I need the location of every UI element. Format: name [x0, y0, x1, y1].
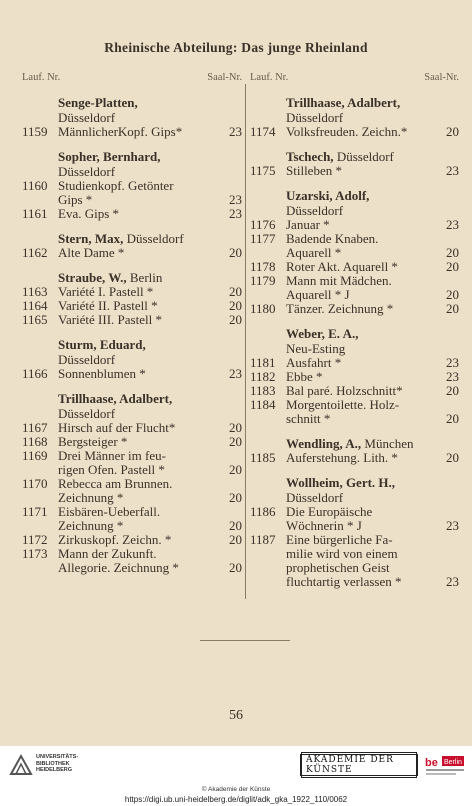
catalog-entry: [250, 164, 459, 178]
room-number: 23: [446, 217, 459, 232]
artist-name: Sturm, Eduard,: [58, 337, 146, 352]
catalog-entry: [250, 260, 459, 274]
entry-number: 1184: [250, 397, 276, 412]
catalog-entry: [250, 356, 459, 370]
artist-place: Düsseldorf: [286, 490, 344, 505]
entry-title: Alte Dame *: [58, 245, 125, 260]
entry-number: 1160: [22, 178, 48, 193]
room-number: 20: [229, 532, 242, 547]
room-number: 20: [446, 124, 459, 139]
running-title: Rheinische Abteilung: Das junge Rheinland: [104, 40, 368, 55]
room-number: 23: [446, 518, 459, 533]
artist-city: Düsseldorf: [123, 231, 184, 246]
entry-number: 1185: [250, 450, 276, 465]
catalog-entry: [22, 449, 242, 477]
entry-number: 1169: [22, 448, 48, 463]
catalog-entry: [250, 505, 459, 533]
entry-number: 1172: [22, 532, 48, 547]
page-number: 56: [229, 708, 243, 723]
entry-title: Zirkuskopf. Zeichn. *: [58, 532, 172, 547]
left-column: [22, 72, 242, 575]
entry-number: 1167: [22, 420, 48, 435]
catalog-entry: [22, 299, 242, 313]
room-number: 20: [229, 312, 242, 327]
catalog-entry: [250, 384, 459, 398]
artist-entry: [250, 436, 459, 451]
room-number: 20: [229, 490, 242, 505]
entry-title: Januar *: [286, 217, 330, 232]
artist-name: Sopher, Bernhard,: [58, 149, 161, 164]
entry-number: 1159: [22, 124, 48, 139]
catalog-entry: [22, 246, 242, 260]
artist-place: Düsseldorf: [58, 406, 116, 421]
artist-entry: [22, 337, 242, 367]
artist-name: Stern, Max, Düsseldorf: [58, 231, 184, 246]
artist-city: München: [361, 436, 414, 451]
entry-title: Stilleben *: [286, 163, 342, 178]
artist-place: Düsseldorf: [58, 352, 116, 367]
berlin-label: Berlin: [444, 759, 462, 766]
svg-text:be: be: [425, 757, 438, 769]
entry-number: 1173: [22, 546, 48, 561]
artist-city: Düsseldorf: [333, 149, 394, 164]
entry-title: Rebecca am Brunnen. Zeichnung *: [58, 476, 173, 505]
room-number: 23: [446, 369, 459, 384]
entry-number: 1175: [250, 163, 276, 178]
entry-number: 1179: [250, 273, 276, 288]
berlin-logo[interactable]: [424, 754, 466, 778]
room-number: 23: [446, 163, 459, 178]
entry-title: Auferstehung. Lith. *: [286, 450, 398, 465]
catalog-entry: [250, 232, 459, 260]
catalog-entry: [22, 285, 242, 299]
col-label-room: Saal-Nr.: [424, 72, 459, 83]
room-number: 20: [229, 284, 242, 299]
entry-number: 1171: [22, 504, 48, 519]
artist-list-right: [250, 95, 459, 589]
catalog-entry: [22, 421, 242, 435]
entry-number: 1180: [250, 301, 276, 316]
artist-entry: [250, 326, 459, 356]
room-number: 23: [229, 366, 242, 381]
artist-entry: [22, 270, 242, 285]
room-number: 20: [229, 560, 242, 575]
viewer-footer: [0, 746, 472, 784]
room-number: 23: [446, 355, 459, 370]
artist-place: Neu-Esting: [286, 341, 346, 356]
akademie-logo[interactable]: [300, 754, 418, 776]
entry-title: Variété I. Pastell *: [58, 284, 154, 299]
artist-place: Düsseldorf: [286, 110, 344, 125]
university-library-logo[interactable]: [8, 752, 34, 778]
right-column: [250, 72, 459, 589]
entry-title: Morgentoilette. Holz- schnitt *: [286, 397, 400, 426]
entry-title: Hirsch auf der Flucht*: [58, 420, 176, 435]
room-number: 23: [229, 124, 242, 139]
entry-title: Mann mit Mädchen. Aquarell * J: [286, 273, 392, 302]
artist-entry: [250, 95, 459, 125]
entry-number: 1168: [22, 434, 48, 449]
entry-title: MännlicherKopf. Gips*: [58, 124, 183, 139]
catalog-entry: [22, 505, 242, 533]
room-number: 20: [446, 245, 459, 260]
artist-name: Weber, E. A.,: [286, 326, 359, 341]
room-number: 20: [229, 434, 242, 449]
artist-name: Tschech, Düsseldorf: [286, 149, 394, 164]
room-number: 20: [446, 259, 459, 274]
artist-entry: [250, 475, 459, 505]
entry-number: 1162: [22, 245, 48, 260]
catalog-entry: [250, 274, 459, 302]
entry-number: 1170: [22, 476, 48, 491]
entry-title: Ausfahrt *: [286, 355, 342, 370]
entry-number: 1163: [22, 284, 48, 299]
entry-title: Tänzer. Zeichnung *: [286, 301, 394, 316]
entry-number: 1183: [250, 383, 276, 398]
catalog-entry: [22, 179, 242, 207]
copyright-notice: © Akademie der Künste: [201, 786, 271, 793]
artist-place: Düsseldorf: [286, 203, 344, 218]
catalog-entry: [22, 313, 242, 327]
source-url[interactable]: https://digi.ub.uni-heidelberg.de/diglit/adk_gka_1922_110/0062: [124, 795, 348, 804]
catalog-entry: [250, 451, 459, 465]
artist-entry: [22, 231, 242, 246]
col-label-room: Saal-Nr.: [207, 72, 242, 83]
room-number: 20: [446, 287, 459, 302]
artist-name: Trillhaase, Adalbert,: [58, 391, 173, 406]
entry-number: 1164: [22, 298, 48, 313]
room-number: 20: [446, 450, 459, 465]
artist-entry: [250, 188, 459, 218]
room-number: 23: [229, 192, 242, 207]
artist-entry: [22, 95, 242, 125]
akademie-label: AKADEMIE DER KÜNSTE: [301, 752, 417, 778]
room-number: 20: [229, 298, 242, 313]
entry-title: Roter Akt. Aquarell *: [286, 259, 398, 274]
entry-title: Variété III. Pastell *: [58, 312, 162, 327]
room-number: 20: [446, 383, 459, 398]
room-number: 20: [446, 301, 459, 316]
catalog-entry: [22, 207, 242, 221]
entry-number: 1181: [250, 355, 276, 370]
artist-entry: [250, 149, 459, 164]
entry-title: Drei Männer im feu- rigen Ofen. Pastell *: [58, 448, 166, 477]
column-header: [250, 72, 459, 92]
catalog-entry: [250, 218, 459, 232]
catalog-entry: [250, 398, 459, 426]
artist-entry: [22, 391, 242, 421]
end-rule: [200, 640, 290, 641]
room-number: 20: [229, 245, 242, 260]
catalog-entry: [22, 125, 242, 139]
artist-name: Wendling, A., München: [286, 436, 414, 451]
column-header: [22, 72, 242, 92]
room-number: 23: [446, 574, 459, 589]
entry-title: Ebbe *: [286, 369, 323, 384]
artist-place: Düsseldorf: [58, 110, 116, 125]
entry-title: Eva. Gips *: [58, 206, 120, 221]
entry-title: Bal paré. Holzschnitt*: [286, 383, 403, 398]
artist-name: Uzarski, Adolf,: [286, 188, 370, 203]
artist-list-left: [22, 95, 242, 575]
entry-title: Studienkopf. Getönter Gips *: [58, 178, 174, 207]
entry-title: Sonnenblumen *: [58, 366, 146, 381]
catalog-entry: [22, 547, 242, 575]
room-number: 23: [229, 206, 242, 221]
artist-city: Berlin: [126, 270, 163, 285]
entry-number: 1186: [250, 504, 276, 519]
entry-title: Eisbären-Ueberfall. Zeichnung *: [58, 504, 161, 533]
room-number: 20: [229, 420, 242, 435]
column-divider: [245, 84, 246, 599]
catalog-entry: [250, 125, 459, 139]
catalog-entry: [22, 477, 242, 505]
entry-title: Mann der Zukunft. Allegorie. Zeichnung *: [58, 546, 179, 575]
artist-name: Straube, W., Berlin: [58, 270, 163, 285]
library-name: UNIVERSITÄTS- BIBLIOTHEK HEIDELBERG: [36, 754, 79, 773]
entry-number: 1165: [22, 312, 48, 327]
entry-number: 1178: [250, 259, 276, 274]
entry-title: Die Europäische Wöchnerin * J: [286, 504, 373, 533]
col-label-number: Lauf. Nr.: [22, 72, 61, 83]
catalog-entry: [22, 435, 242, 449]
entry-title: Bergsteiger *: [58, 434, 128, 449]
entry-number: 1177: [250, 231, 276, 246]
catalog-entry: [250, 370, 459, 384]
catalog-entry: [250, 533, 459, 589]
entry-number: 1176: [250, 217, 276, 232]
entry-number: 1174: [250, 124, 276, 139]
artist-name: Trillhaase, Adalbert,: [286, 95, 401, 110]
room-number: 20: [229, 518, 242, 533]
artist-name: Wollheim, Gert. H.,: [286, 475, 396, 490]
room-number: 20: [229, 462, 242, 477]
catalog-entry: [22, 367, 242, 381]
entry-number: 1161: [22, 206, 48, 221]
entry-title: Eine bürgerliche Fa- milie wird von einem prophetischen Geist fluchtartig verlassen *: [286, 532, 402, 589]
artist-place: Düsseldorf: [58, 164, 116, 179]
entry-number: 1187: [250, 532, 276, 547]
entry-number: 1182: [250, 369, 276, 384]
entry-title: Badende Knaben. Aquarell *: [286, 231, 379, 260]
artist-entry: [22, 149, 242, 179]
entry-title: Variété II. Pastell *: [58, 298, 158, 313]
catalog-entry: [250, 302, 459, 316]
artist-name: Senge-Platten,: [58, 95, 138, 110]
room-number: 20: [446, 411, 459, 426]
entry-title: Volksfreuden. Zeichn.*: [286, 124, 408, 139]
col-label-number: Lauf. Nr.: [250, 72, 289, 83]
entry-number: 1166: [22, 366, 48, 381]
catalog-entry: [22, 533, 242, 547]
